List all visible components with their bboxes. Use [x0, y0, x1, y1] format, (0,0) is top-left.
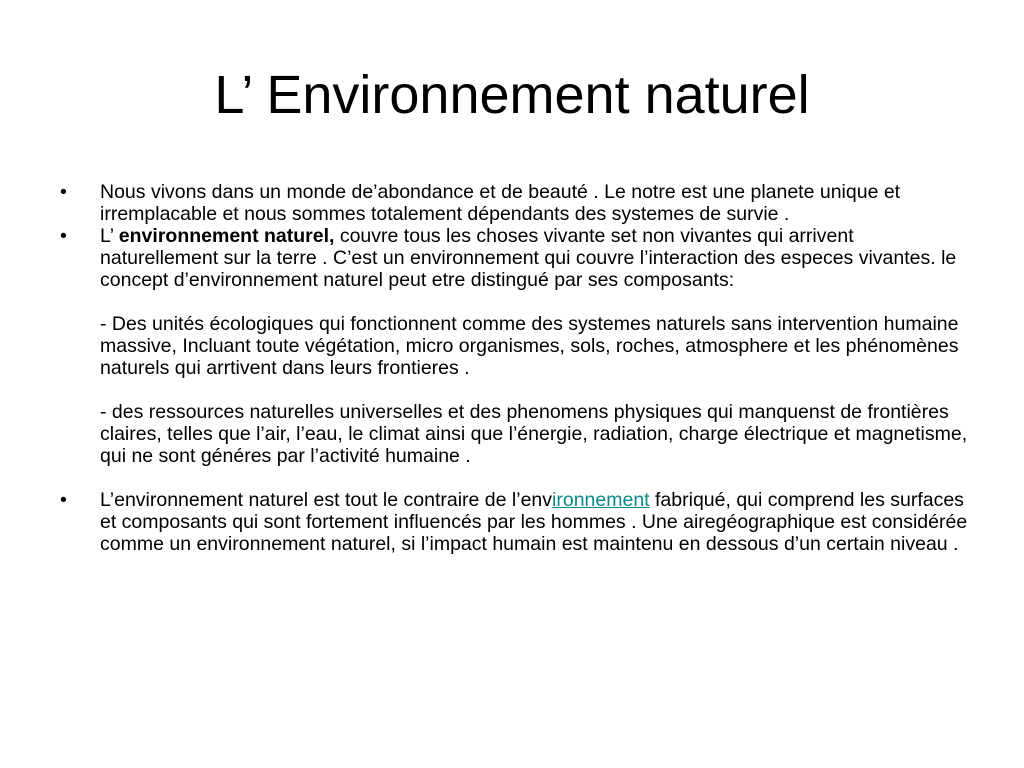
bullet-dot: •: [60, 225, 67, 247]
spacer: [60, 467, 970, 489]
bullet-1-text: Nous vivons dans un monde de’abondance et de beauté . Le notre est une planete unique et irremplacable et nous sommes totalement dépendants des systemes de survie .: [100, 181, 901, 225]
bullet-2-prefix: L’: [100, 225, 119, 247]
spacer: [60, 291, 970, 313]
bullet-3-after-link: fabriqué, qui comprend les surfaces et composants qui sont fortement influencés par les hommes . Une airegéographique est considérée comme un environnement naturel, si l’impact humain est maintenu en dessous d’un certain niveau .: [100, 489, 968, 555]
slide-body: [60, 181, 970, 555]
bullet-3-before-link: L’environnement naturel est tout le contraire de l’env: [100, 489, 553, 511]
component-paragraph-2: - des ressources naturelles universelles et des phenomens physiques qui manquenst de frontières claires, telles que l’air, l’eau, le climat ainsi que l’énergie, radiation, charge électrique et magnetisme, qui ne sont généres par l’activité humaine .: [100, 401, 968, 467]
bullet-2-rest: couvre tous les choses vivante set non vivantes qui arrivent naturellement sur la terre . C’est un environnement qui couvre l’interaction des especes vivantes. le concept d’environnement naturel peut etre distingué par ses composants:: [100, 225, 957, 291]
bullet-2-bold-term: environnement naturel,: [118, 225, 335, 247]
spacer: [60, 379, 970, 401]
bullet-item-2: [60, 225, 970, 291]
component-paragraph-1: - Des unités écologiques qui fonctionnent comme des systemes naturels sans intervention humaine massive, Incluant toute végétation, micro organismes, sols, roches, atmosphere et les phénomènes naturels qui arrtivent dans leurs frontieres .: [100, 313, 959, 379]
bullet-dot: •: [60, 181, 67, 203]
bullet-dot: •: [60, 489, 67, 511]
bullet-item-1: [60, 181, 970, 225]
bullet-item-3: [60, 489, 970, 555]
environnement-link[interactable]: ironnement: [552, 489, 650, 511]
slide-title: L’ Environnement naturel: [214, 65, 810, 125]
